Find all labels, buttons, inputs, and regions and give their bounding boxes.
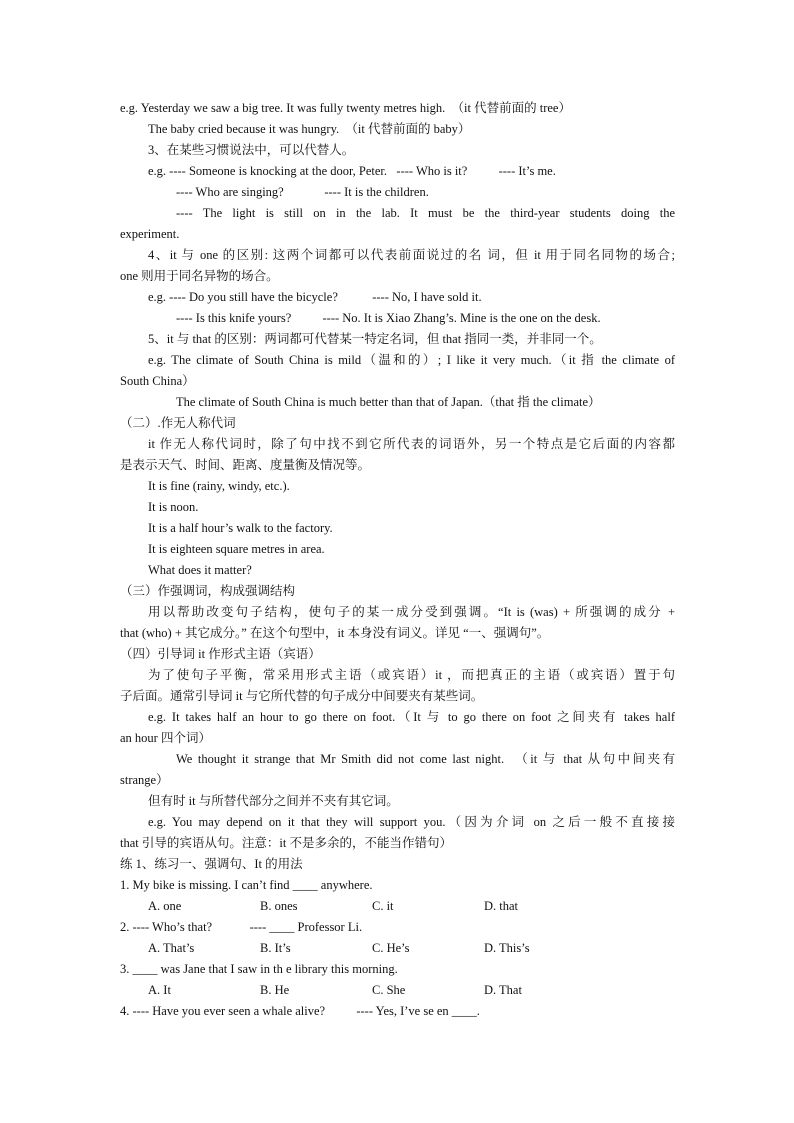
question-2-option-b: B. It’s	[260, 941, 291, 955]
question-2-option-c: C. He’s	[372, 941, 410, 955]
section-3-para-cont: that (who) + 其它成分。” 在这个句型中，it 本身没有词义。详见 “一、强调句”。	[120, 626, 550, 640]
example-strange: We thought it strange that Mr Smith did not come last night. （it 与 that 从句中间夹有	[176, 752, 675, 766]
example-area: It is eighteen square metres in area.	[148, 542, 325, 556]
question-1-option-c: C. it	[372, 899, 394, 913]
example-foot-cont: an hour 四个词）	[120, 731, 211, 745]
example-knocking: e.g. ---- Someone is knocking at the door, Peter. ---- Who is it? ---- It’s me.	[148, 164, 556, 178]
question-1-option-b: B. ones	[260, 899, 298, 913]
example-lab: ---- The light is still on in the lab. It must be the third-year students doing the	[176, 206, 675, 220]
question-2-option-d: D. This’s	[484, 941, 530, 955]
rule-4-heading: 4、it 与 one 的区别: 这两个词都可以代表前面说过的名 词，但 it 用于同名同物的场合;	[148, 248, 675, 262]
example-singing: ---- Who are singing? ---- It is the children.	[176, 185, 429, 199]
example-depend-cont: that 引导的宾语从句。注意：it 不是多余的，不能当作错句）	[120, 836, 452, 850]
example-foot: e.g. It takes half an hour to go there on foot.（It 与 to go there on foot 之间夹有 takes half	[148, 710, 675, 724]
section-2-para: it 作无人称代词时，除了句中找不到它所代表的词语外，另一个特点是它后面的内容都	[148, 437, 675, 451]
rule-5-heading: 5、it 与 that 的区别：两词都可代替某一特定名词，但 that 指同一类，并非同一个。	[148, 332, 602, 346]
question-3-stem: 3. ____ was Jane that I saw in th e library this morning.	[120, 962, 398, 976]
example-baby: The baby cried because it was hungry. （it 代替前面的 baby）	[148, 122, 471, 136]
question-4-stem: 4. ---- Have you ever seen a whale alive? ---- Yes, I’ve se en ____.	[120, 1004, 480, 1018]
question-2-option-a: A. That’s	[148, 941, 195, 955]
section-2-heading: （二）.作无人称代词	[120, 416, 236, 430]
note-no-words: 但有时 it 与所替代部分之间并不夹有其它词。	[148, 794, 399, 808]
example-depend: e.g. You may depend on it that they will support you.（因为介词 on 之后一般不直接接	[148, 815, 675, 829]
question-3-option-c: C. She	[372, 983, 406, 997]
question-1-option-a: A. one	[148, 899, 182, 913]
question-1-stem: 1. My bike is missing. I can’t find ____ anywhere.	[120, 878, 373, 892]
example-climate-cont: South China）	[120, 374, 195, 388]
question-3-option-b: B. He	[260, 983, 290, 997]
example-walk: It is a half hour’s walk to the factory.	[148, 521, 333, 535]
question-3-option-d: D. That	[484, 983, 522, 997]
section-3-para: 用以帮助改变句子结构，使句子的某一成分受到强调。“It is (was) + 所强调的成分 +	[148, 605, 675, 619]
rule-4-cont: one 则用于同名异物的场合。	[120, 269, 279, 283]
example-bicycle: e.g. ---- Do you still have the bicycle? ---- No, I have sold it.	[148, 290, 482, 304]
exercise-heading: 练 1、练习一、强调句、It 的用法	[120, 857, 303, 871]
example-strange-cont: strange）	[120, 773, 169, 787]
example-climate: e.g. The climate of South China is mild（温和的）; I like it very much.（it 指 the climate of	[148, 353, 675, 367]
question-3-option-a: A. It	[148, 983, 171, 997]
section-2-para-cont: 是表示天气、时间、距离、度量衡及情况等。	[120, 458, 371, 472]
example-climate-japan: The climate of South China is much better than that of Japan.（that 指 the climate）	[176, 395, 601, 409]
question-1-option-d: D. that	[484, 899, 519, 913]
example-matter: What does it matter?	[148, 563, 252, 577]
example-noon: It is noon.	[148, 500, 199, 514]
example-tree: e.g. Yesterday we saw a big tree. It was fully twenty metres high. （it 代替前面的 tree）	[120, 101, 571, 115]
section-3-heading: （三）作强调词，构成强调结构	[120, 584, 296, 598]
example-fine: It is fine (rainy, windy, etc.).	[148, 479, 290, 493]
question-2-stem: 2. ---- Who’s that? ---- ____ Professor Li.	[120, 920, 363, 934]
example-lab-cont: experiment.	[120, 227, 180, 241]
rule-3-heading: 3、在某些习惯说法中，可以代替人。	[148, 143, 355, 157]
section-4-para-cont: 子后面。通常引导词 it 与它所代替的句子成分中间要夹有某些词。	[120, 689, 484, 703]
section-4-para: 为了使句子平衡，常采用形式主语（或宾语）it ，而把真正的主语（或宾语）置于句	[148, 668, 675, 682]
section-4-heading: （四）引导词 it 作形式主语（宾语）	[120, 647, 321, 661]
example-knife: ---- Is this knife yours? ---- No. It is Xiao Zhang’s. Mine is the one on the desk.	[176, 311, 601, 325]
